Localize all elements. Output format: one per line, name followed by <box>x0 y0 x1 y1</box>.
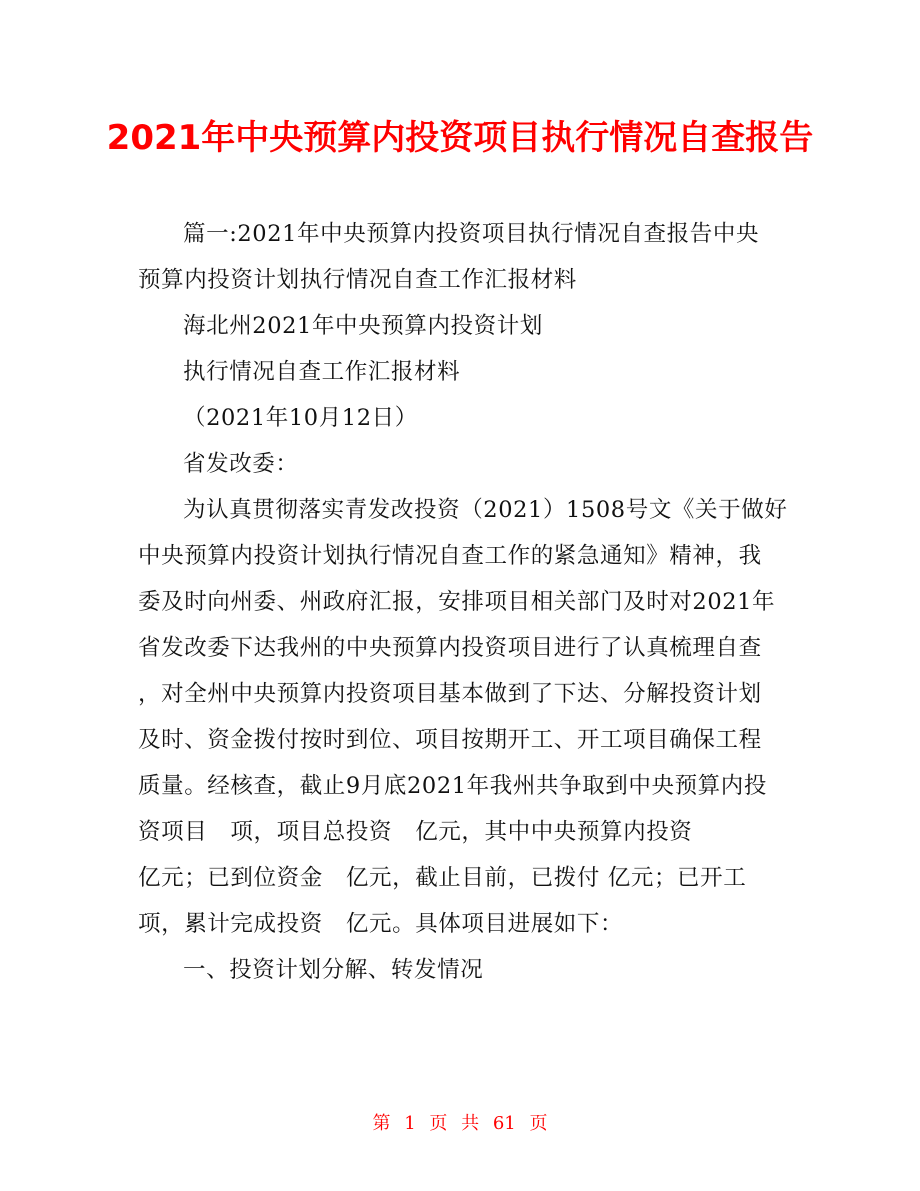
text-line-6: 省发改委： <box>183 451 299 477</box>
text-line-10: 省发改委下达我州的中央预算内投资项目进行了认真梳理自查 <box>138 635 762 661</box>
text-line-14: 资项目 项，项目总投资 亿元，其中中央预算内投资 <box>138 819 693 845</box>
text-line-7: 为认真贯彻落实青发改投资（2021）1508号文《关于做好 <box>183 497 788 523</box>
text-line-16: 项，累计完成投资 亿元。具体项目进展如下： <box>138 911 624 937</box>
text-line-2: 预算内投资计划执行情况自查工作汇报材料 <box>138 267 577 293</box>
text-line-13: 质量。经核查，截止9月底2021年我州共争取到中央预算内投 <box>138 773 767 799</box>
text-line-1: 篇一:2021年中央预算内投资项目执行情况自查报告中央 <box>183 221 760 247</box>
text-line-3: 海北州2021年中央预算内投资计划 <box>183 313 543 339</box>
text-line-4: 执行情况自查工作汇报材料 <box>183 359 461 385</box>
document-title: 2021年中央预算内投资项目执行情况自查报告 <box>106 118 814 158</box>
text-line-11: ，对全州中央预算内投资项目基本做到了下达、分解投资计划 <box>138 681 762 707</box>
text-line-5: （2021年10月12日） <box>183 405 418 431</box>
page-footer: 第 1 页 共 61 页 <box>372 1113 548 1134</box>
section-heading-1: 一、投资计划分解、转发情况 <box>183 957 484 983</box>
text-line-15: 亿元；已到位资金 亿元，截止目前，已拨付 亿元；已开工 <box>138 865 747 891</box>
text-line-9: 委及时向州委、州政府汇报，安排项目相关部门及时对2021年 <box>138 589 776 615</box>
text-line-12: 及时、资金拨付按时到位、项目按期开工、开工项目确保工程 <box>138 727 762 753</box>
text-line-8: 中央预算内投资计划执行情况自查工作的紧急通知》精神，我 <box>138 543 762 569</box>
document-body <box>138 211 788 993</box>
